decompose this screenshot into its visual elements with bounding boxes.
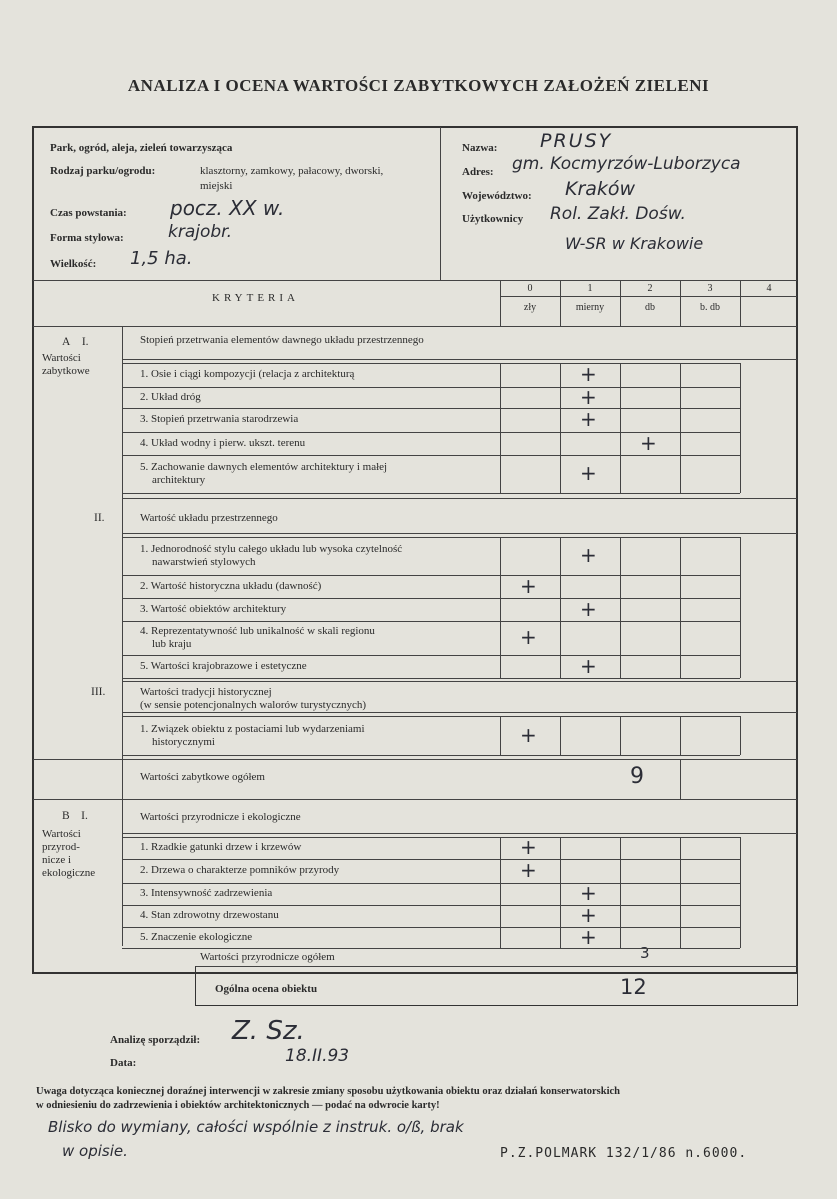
section-b-name-4: ekologiczne	[42, 867, 96, 879]
a2-cell-line	[740, 537, 741, 575]
a1-cell-line	[620, 408, 621, 432]
a2-score-mark: +	[580, 543, 597, 567]
rodzaj-options-2: miejski	[200, 180, 233, 192]
a2-row-label-2: lub kraju	[152, 638, 192, 650]
a1-cell-line	[620, 432, 621, 455]
b1-cell-line	[740, 859, 741, 883]
a2-row-label-2: nawarstwień stylowych	[152, 556, 256, 568]
a1-cell-line	[500, 363, 501, 387]
a3-row-label: 1. Związek obiektu z postaciami lub wydarzeniami	[140, 722, 365, 735]
a2-row-line	[122, 621, 740, 622]
a2-score-mark: +	[520, 573, 537, 598]
b1-cell-line	[740, 883, 741, 905]
czas-value: pocz. XX w.	[170, 196, 285, 220]
a2-cell-line	[620, 598, 621, 621]
group-a2-title: Wartość układu przestrzennego	[140, 512, 278, 524]
a1-row-label: 2. Układ dróg	[140, 390, 201, 403]
a3-cell-line	[560, 716, 561, 755]
note-handwritten-1: Blisko do wymiany, całości wspólnie z instruk. o/ß, brak	[48, 1118, 464, 1136]
b1-cell-line	[500, 927, 501, 948]
a1-cell-line	[740, 408, 741, 432]
forma-value: krajobr.	[168, 222, 232, 242]
a1-row-line	[122, 387, 740, 388]
a1-cell-line	[680, 363, 681, 387]
a2-cell-line	[740, 598, 741, 621]
a3-cell-line	[500, 716, 501, 755]
section-column-line	[122, 326, 123, 946]
a1-cell-line	[560, 408, 561, 432]
group-a3-roman: III.	[91, 686, 106, 698]
form-title: ANALIZA I OCENA WARTOŚCI ZABYTKOWYCH ZAŁOŻEŃ ZIELENI	[127, 76, 710, 95]
a2-row-line	[122, 537, 740, 538]
park-type-line: Park, ogród, aleja, zieleń towarzysząca	[50, 142, 233, 154]
a-total-top-line	[33, 759, 797, 760]
col-1-name: mierny	[575, 302, 605, 313]
a2-score-mark: +	[520, 625, 537, 649]
col-2-name: db	[645, 302, 655, 313]
section-b-code	[62, 810, 88, 823]
section-a-roman: I.	[81, 336, 89, 348]
b1-row-line	[122, 859, 740, 860]
b1-score-mark: +	[580, 881, 597, 905]
a1-row-label: 5. Zachowanie dawnych elementów architektury i małej	[140, 461, 388, 473]
section-b-name-1: Wartości	[42, 828, 81, 840]
section-a-name-1: Wartości	[42, 352, 81, 364]
note-line-1: Uwaga dotycząca koniecznej doraźnej interwencji w zakresie zmiany sposobu użytkowania obiektu oraz działań konserwatorskich	[36, 1086, 620, 1097]
section-a-code	[62, 336, 89, 349]
col-3-name: b. db	[700, 302, 720, 313]
group-a2-title-line	[122, 533, 797, 534]
uzytkownicy-value-1: Rol. Zakł. Dośw.	[550, 204, 686, 224]
a2-cell-line	[680, 575, 681, 598]
b1-row-line	[122, 948, 740, 949]
section-b-name-3: nicze i	[42, 854, 72, 866]
b1-cell-line	[560, 883, 561, 905]
a1-score-mark: +	[580, 407, 597, 431]
b1-cell-line	[620, 927, 621, 948]
section-b-roman: I.	[81, 810, 88, 822]
a2-cell-line	[680, 621, 681, 655]
b1-cell-line	[560, 859, 561, 883]
b1-row-line	[122, 905, 740, 906]
a3-cell-line	[680, 716, 681, 755]
section-b-name-2: przyrod-	[42, 841, 80, 853]
a1-cell-line	[500, 455, 501, 493]
uzytkownicy-label: Użytkownicy	[462, 213, 524, 225]
b1-cell-line	[500, 837, 501, 859]
a3-row-line	[122, 716, 740, 717]
a2-row-line	[122, 598, 740, 599]
section-a-name-2: zabytkowe	[42, 365, 90, 377]
a1-row-label-2: architektury	[152, 474, 206, 486]
a1-score-mark: +	[580, 461, 597, 485]
info-bottom-line	[33, 280, 797, 281]
b1-cell-line	[500, 905, 501, 927]
a2-cell-line	[560, 598, 561, 621]
a2-cell-line	[620, 537, 621, 575]
a1-row-label: 3. Stopień przetrwania starodrzewia	[140, 413, 299, 425]
a2-cell-line	[560, 575, 561, 598]
nazwa-label: Nazwa:	[462, 142, 498, 154]
a2-cell-line	[740, 621, 741, 655]
a1-cell-line	[680, 432, 681, 455]
a2-cell-line	[740, 575, 741, 598]
note-handwritten-2: w opisie.	[62, 1142, 128, 1160]
forma-label: Forma stylowa:	[50, 232, 124, 244]
b1-cell-line	[680, 837, 681, 859]
b1-row-line	[122, 927, 740, 928]
a1-cell-line	[620, 363, 621, 387]
header-bottom-line	[33, 326, 797, 327]
b1-cell-line	[500, 859, 501, 883]
a2-cell-line	[560, 621, 561, 655]
group-b1-title-line	[122, 833, 797, 834]
a2-row-label: 2. Wartość historyczna układu (dawność)	[140, 579, 322, 592]
group-a3-title-line	[122, 712, 797, 713]
nazwa-value: PRUSY	[540, 130, 613, 152]
a2-row-label: 5. Wartości krajobrazowe i estetyczne	[140, 659, 307, 672]
a2-cell-line	[620, 655, 621, 678]
a1-cell-line	[680, 387, 681, 408]
a3-row-label-2: historycznymi	[152, 735, 215, 748]
b-total-label: Wartości przyrodnicze ogółem	[200, 951, 335, 963]
overall-value: 12	[620, 975, 647, 999]
a2-row-line	[122, 655, 740, 656]
adres-label: Adres:	[462, 166, 494, 178]
group-a3-title: Wartości tradycji historycznej	[140, 686, 272, 698]
b1-cell-line	[740, 905, 741, 927]
a2-cell-line	[500, 655, 501, 678]
group-a3-title-2: (w sensie potencjonalnych walorów turystycznych)	[140, 699, 367, 711]
group-a3-top-line	[122, 681, 797, 682]
wielkosc-label: Wielkość:	[50, 258, 97, 270]
wojewodztwo-value: Kraków	[565, 178, 636, 200]
a1-cell-line	[500, 387, 501, 408]
a1-cell-line	[500, 432, 501, 455]
a1-cell-line	[680, 455, 681, 493]
a1-cell-line	[740, 387, 741, 408]
a1-cell-line	[620, 387, 621, 408]
b1-cell-line	[740, 927, 741, 948]
b1-cell-line	[680, 927, 681, 948]
czas-label: Czas powstania:	[50, 207, 127, 219]
date-value: 18.II.93	[285, 1046, 350, 1066]
group-a2-roman: II.	[94, 512, 105, 524]
a2-cell-line	[500, 598, 501, 621]
a2-score-mark: +	[580, 653, 597, 678]
a1-cell-line	[740, 363, 741, 387]
section-a-letter: A	[62, 336, 71, 348]
col-0-name: zły	[523, 302, 537, 313]
a1-row-label: 1. Osie i ciągi kompozycji (relacja z architekturą	[140, 368, 355, 380]
a2-cell-line	[680, 598, 681, 621]
a2-cell-line	[560, 537, 561, 575]
b1-cell-line	[620, 905, 621, 927]
a2-cell-line	[500, 575, 501, 598]
a2-cell-line	[680, 537, 681, 575]
adres-value: gm. Kocmyrzów-Luborzyca	[512, 154, 741, 174]
b1-score-mark: +	[520, 835, 537, 859]
col-2-num: 2	[647, 283, 653, 294]
b1-row-label: 5. Znaczenie ekologiczne	[140, 930, 253, 943]
group-b1-title: Wartości przyrodnicze i ekologiczne	[140, 811, 301, 823]
date-label: Data:	[110, 1057, 137, 1069]
b1-row-label: 2. Drzewa o charakterze pomników przyrody	[140, 864, 340, 876]
group-a1-title-line	[122, 359, 797, 360]
a1-row-line	[122, 363, 740, 364]
a1-cell-line	[560, 432, 561, 455]
b1-row-label: 3. Intensywność zadrzewienia	[140, 887, 273, 899]
analysis-label: Analizę sporządził:	[110, 1034, 201, 1046]
a2-score-mark: +	[580, 596, 597, 621]
b1-cell-line	[620, 883, 621, 905]
b1-cell-line	[620, 837, 621, 859]
col-1-num: 1	[587, 283, 593, 294]
analysis-signature: Z. Sz.	[232, 1016, 305, 1046]
group-a1-title: Stopień przetrwania elementów dawnego układu przestrzennego	[140, 334, 424, 346]
a1-cell-line	[560, 387, 561, 408]
a1-cell-line	[680, 408, 681, 432]
a2-row-label: 1. Jednorodność stylu całego układu lub wysoka czytelność	[140, 543, 403, 555]
a-total-cell-line	[680, 759, 681, 799]
a-total-value: 9	[630, 764, 644, 789]
col-0-num: 0	[527, 283, 533, 294]
col-4-num: 4	[766, 283, 772, 294]
rodzaj-options: klasztorny, zamkowy, pałacowy, dworski,	[200, 165, 384, 177]
a2-cell-line	[740, 655, 741, 678]
a1-cell-line	[560, 455, 561, 493]
a2-row-label: 3. Wartość obiektów architektury	[140, 602, 287, 615]
b1-cell-line	[500, 883, 501, 905]
b1-row-line	[122, 883, 740, 884]
printer-imprint: P.Z.POLMARK 132/1/86 n.6000.	[500, 1146, 748, 1161]
b1-cell-line	[740, 837, 741, 859]
section-b-top-line	[33, 799, 797, 800]
col-3-num: 3	[707, 283, 713, 294]
a3-cell-line	[620, 716, 621, 755]
b1-row-label: 1. Rzadkie gatunki drzew i krzewów	[140, 841, 302, 853]
b-total-value: 3	[640, 944, 650, 962]
a2-cell-line	[500, 537, 501, 575]
b1-cell-line	[680, 883, 681, 905]
a1-score-mark: +	[580, 384, 597, 409]
a3-row-line	[122, 755, 740, 756]
b1-score-mark: +	[520, 858, 537, 882]
header-mid-line	[500, 296, 797, 297]
a2-cell-line	[620, 621, 621, 655]
wielkosc-value: 1,5 ha.	[130, 248, 193, 269]
a1-score-mark: +	[580, 362, 597, 386]
a-total-label: Wartości zabytkowe ogółem	[140, 771, 265, 783]
wojewodztwo-label: Województwo:	[462, 190, 532, 202]
a2-row-line	[122, 575, 740, 576]
info-divider	[440, 127, 441, 280]
b1-row-label: 4. Stan zdrowotny drzewostanu	[140, 909, 279, 921]
b1-row-line	[122, 837, 740, 838]
a1-row-line	[122, 408, 740, 409]
note-line-2: w odniesieniu do zadrzewienia i obiektów architektonicznych — podać na odwrocie karty!	[36, 1100, 440, 1111]
a1-row-label: 4. Układ wodny i pierw. ukszt. terenu	[140, 436, 306, 449]
a1-cell-line	[560, 363, 561, 387]
a2-cell-line	[560, 655, 561, 678]
group-a2-top-line	[122, 498, 797, 499]
uzytkownicy-value-2: W-SR w Krakowie	[565, 234, 704, 253]
a1-row-line	[122, 493, 740, 494]
a1-cell-line	[500, 408, 501, 432]
rodzaj-label: Rodzaj parku/ogrodu:	[50, 165, 156, 177]
b1-cell-line	[620, 859, 621, 883]
a2-row-line	[122, 678, 740, 679]
b1-score-mark: +	[580, 903, 597, 927]
overall-label: Ogólna ocena obiektu	[215, 983, 318, 995]
a2-cell-line	[500, 621, 501, 655]
a2-cell-line	[680, 655, 681, 678]
b1-cell-line	[680, 905, 681, 927]
b1-cell-line	[560, 905, 561, 927]
b1-cell-line	[560, 837, 561, 859]
kryteria-header: KRYTERIA	[212, 292, 299, 304]
a1-cell-line	[740, 455, 741, 493]
a1-cell-line	[740, 432, 741, 455]
b1-cell-line	[680, 859, 681, 883]
b1-cell-line	[560, 927, 561, 948]
a2-row-label: 4. Reprezentatywność lub unikalność w skali regionu	[140, 625, 375, 637]
a1-cell-line	[620, 455, 621, 493]
section-b-letter: B	[62, 810, 70, 822]
a1-score-mark: +	[640, 430, 657, 455]
a1-row-line	[122, 455, 740, 456]
a2-cell-line	[620, 575, 621, 598]
a3-score-mark: +	[520, 722, 537, 747]
a3-cell-line	[740, 716, 741, 755]
b1-score-mark: +	[580, 924, 597, 949]
